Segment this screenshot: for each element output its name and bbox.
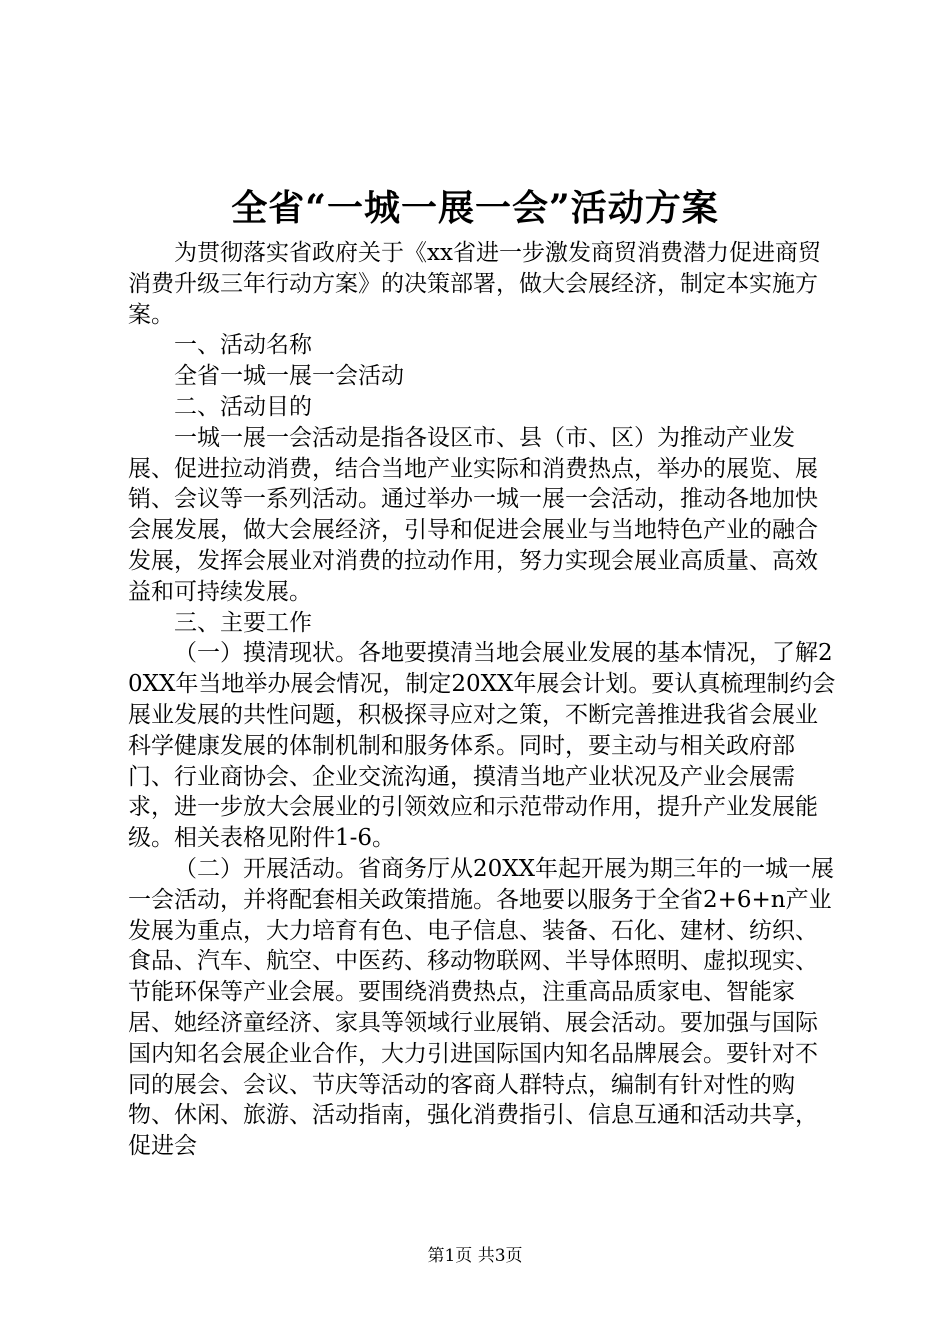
activity-purpose-paragraph: 一城一展一会活动是指各设区市、县（市、区）为推动产业发展、促进拉动消费，结合当地产业实际和消费热点，举办的展览、展销、会议等一系列活动。通过举办一城一展一会活动，推动各地加快会展发展，做大会展经济，引导和促进会展业与当地特色产业的融合发展，发挥会展业对消费的拉动作用，努力实现会展业高质量、高效益和可持续发展。 xyxy=(128,424,818,605)
document-title: 全省“一城一展一会”活动方案 xyxy=(231,187,719,229)
main-work-item-2: （二）开展活动。省商务厅从20XX年起开展为期三年的一城一展一会活动，并将配套相关政策措施。各地要以服务于全省2+6+n产业发展为重点，大力培育有色、电子信息、装备、石化、建材、纺织、食品、汽车、航空、中医药、移动物联网、半导体照明、虚拟现实、节能环保等产业会展。要围绕消费热点，注重高品质家电、智能家居、她经济童经济、家具等领域行业展销、展会活动。要加强与国际国内知名会展企业合作，大力引进国际国内知名品牌展会。要针对不同的展会、会议、节庆等活动的客商人群特点，编制有针对性的购物、休闲、旅游、活动指南，强化消费指引、信息互通和活动共享，促进会 xyxy=(128,855,835,1160)
section-heading-main-work: 三、主要工作 xyxy=(174,609,312,636)
document-body xyxy=(128,238,838,1162)
section-heading-activity-name: 一、活动名称 xyxy=(174,332,312,359)
activity-name-paragraph: 全省一城一展一会活动 xyxy=(174,363,404,390)
intro-paragraph: 为贯彻落实省政府关于《xx省进一步激发商贸消费潜力促进商贸消费升级三年行动方案》的决策部署，做大会展经济，制定本实施方案。 xyxy=(128,240,821,328)
page-footer: 第1页 共3页 xyxy=(427,1246,523,1266)
main-work-item-1: （一）摸清现状。各地要摸清当地会展业发展的基本情况，了解20XX年当地举办展会情况，制定20XX年展会计划。要认真梳理制约会展业发展的共性问题，积极探寻应对之策，不断完善推进我省会展业科学健康发展的体制机制和服务体系。同时，要主动与相关政府部门、行业商协会、企业交流沟通，摸清当地产业状况及产业会展需求，进一步放大会展业的引领效应和示范带动作用，提升产业发展能级。相关表格见附件1-6。 xyxy=(128,640,836,852)
section-heading-activity-purpose: 二、活动目的 xyxy=(174,393,312,420)
